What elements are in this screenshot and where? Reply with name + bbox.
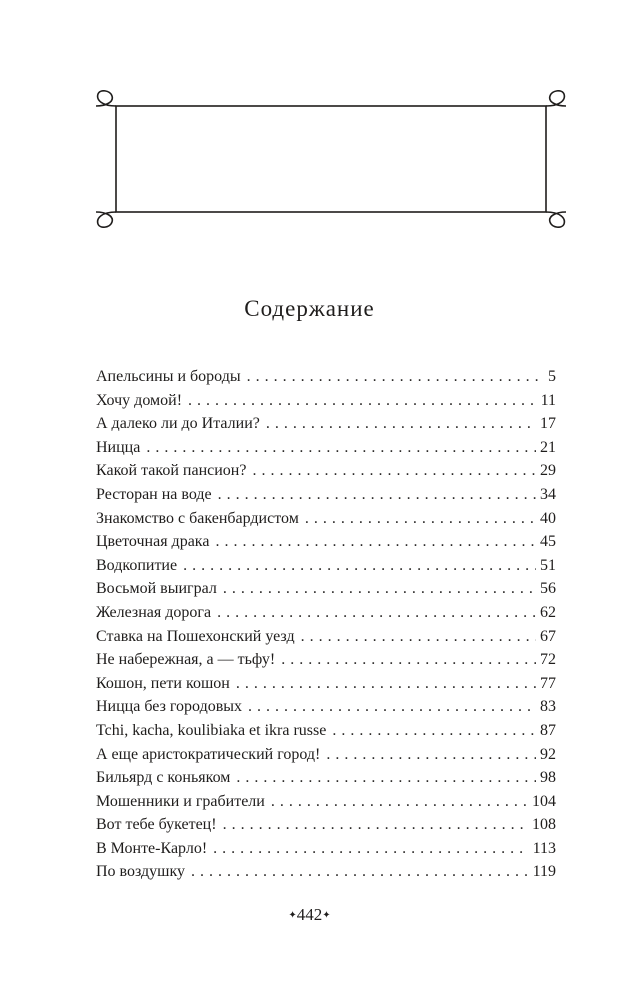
diamond-ornament-icon: ✦	[288, 910, 297, 921]
toc-entry[interactable]	[96, 813, 556, 837]
toc-entry[interactable]	[96, 672, 556, 696]
toc-entry-title: Какой такой пансион?	[96, 462, 247, 480]
toc-entry[interactable]	[96, 695, 556, 719]
toc-entry-title: Ресторан на воде	[96, 485, 212, 503]
toc-entry-title: Tchi, kacha, koulibiaka et ikra russe	[96, 721, 327, 739]
toc-entry-page: 11	[540, 391, 556, 409]
toc-entry[interactable]	[96, 530, 556, 554]
toc-entry-title: В Монте-Карло!	[96, 839, 208, 857]
toc-entry-page: 45	[540, 533, 556, 551]
toc-entry-page: 98	[540, 769, 556, 787]
toc-entry-title: Ставка на Пошехонский уезд	[96, 627, 295, 645]
toc-entry-title: Водкопитие	[96, 556, 178, 574]
toc-entry-title: Вот тебе букетец!	[96, 816, 217, 834]
toc-entry-title: Ницца	[96, 438, 141, 456]
dot-leader	[191, 860, 529, 884]
toc-entry-page: 62	[540, 603, 556, 621]
toc-entry[interactable]	[96, 459, 556, 483]
dot-leader	[247, 365, 544, 389]
dot-leader	[223, 577, 536, 601]
toc-entry-page: 34	[540, 485, 556, 503]
toc-entry[interactable]	[96, 601, 556, 625]
toc-entry-page: 5	[548, 368, 556, 385]
toc-entry-page: 72	[540, 651, 556, 669]
toc-entry-page: 40	[540, 509, 556, 527]
toc-entry-title: Хочу домой!	[96, 391, 183, 409]
dot-leader	[217, 601, 536, 625]
dot-leader	[215, 530, 536, 554]
toc-entry-page: 119	[532, 863, 556, 881]
toc-entry-title: Восьмой выиграл	[96, 580, 217, 598]
decorative-frame	[92, 90, 570, 228]
diamond-ornament-icon: ✦	[322, 910, 331, 921]
dot-leader	[252, 459, 536, 483]
toc-entry[interactable]	[96, 365, 556, 389]
toc-entry[interactable]	[96, 554, 556, 578]
dot-leader	[218, 483, 536, 507]
toc-entry-page: 77	[540, 674, 556, 692]
toc-entry[interactable]	[96, 743, 556, 767]
toc-entry-page: 17	[540, 415, 556, 433]
toc-entry-title: Цветочная драка	[96, 533, 210, 551]
dot-leader	[188, 389, 537, 413]
toc-entry-title: Железная дорога	[96, 603, 212, 621]
toc-entry-page: 83	[540, 698, 556, 716]
toc-entry-title: А далеко ли до Италии?	[96, 415, 260, 433]
toc-entry[interactable]	[96, 577, 556, 601]
dot-leader	[305, 507, 536, 531]
page-title: Содержание	[244, 296, 375, 321]
dot-leader	[332, 719, 536, 743]
toc-entry[interactable]	[96, 766, 556, 790]
toc-entry-page: 113	[532, 839, 556, 857]
toc-entry[interactable]	[96, 790, 556, 814]
toc-entry-page: 92	[540, 745, 556, 763]
dot-leader	[271, 790, 528, 814]
toc-entry-title: Не набережная, а — тьфу!	[96, 651, 276, 669]
dot-leader	[266, 412, 536, 436]
toc-entry-title: Апельсины и бороды	[96, 368, 241, 385]
toc-entry-title: А еще аристократический город!	[96, 745, 321, 763]
toc-entry-page: 51	[540, 556, 556, 574]
toc-entry[interactable]	[96, 507, 556, 531]
dot-leader	[236, 672, 536, 696]
toc-entry-page: 56	[540, 580, 556, 598]
toc-entry-page: 29	[540, 462, 556, 480]
toc-entry[interactable]	[96, 389, 556, 413]
page-number-text: 442	[296, 905, 323, 924]
toc-entry[interactable]	[96, 648, 556, 672]
toc-entry-page: 67	[540, 627, 556, 645]
toc-entry[interactable]	[96, 860, 556, 884]
toc-entry-title: Кошон, пети кошон	[96, 674, 230, 692]
toc-entry-title: По воздушку	[96, 863, 186, 881]
page-number	[0, 905, 619, 925]
toc-entry-title: Знакомство с бакенбардистом	[96, 509, 299, 527]
toc-entry-page: 87	[540, 721, 556, 739]
dot-leader	[248, 695, 536, 719]
toc-entry-title: Бильярд с коньяком	[96, 769, 231, 787]
toc-entry[interactable]	[96, 412, 556, 436]
dot-leader	[301, 625, 536, 649]
dot-leader	[326, 743, 536, 767]
dot-leader	[213, 837, 528, 861]
toc-entry[interactable]	[96, 625, 556, 649]
toc-entry-title: Мошенники и грабители	[96, 792, 265, 810]
dot-leader	[236, 766, 536, 790]
toc-entry-page: 104	[532, 792, 556, 810]
toc-entry-page: 21	[540, 438, 556, 456]
toc-entry[interactable]	[96, 483, 556, 507]
dot-leader	[281, 648, 536, 672]
dot-leader	[223, 813, 528, 837]
toc-entry-title: Ницца без городовых	[96, 698, 243, 716]
dot-leader	[183, 554, 536, 578]
toc-entry-page: 108	[532, 816, 556, 834]
toc-entry[interactable]	[96, 719, 556, 743]
dot-leader	[146, 436, 536, 460]
table-of-contents	[96, 365, 556, 884]
toc-entry[interactable]	[96, 837, 556, 861]
toc-entry[interactable]	[96, 436, 556, 460]
